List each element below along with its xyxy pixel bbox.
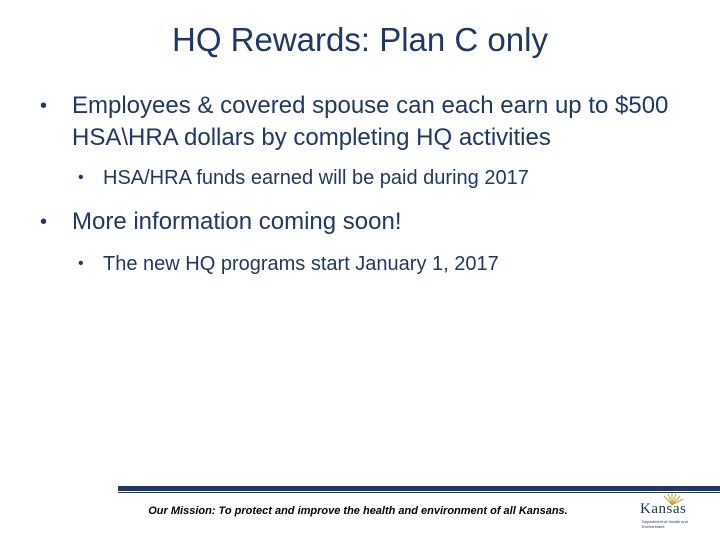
sub-bullet-item	[40, 164, 690, 192]
bullet-icon: •	[40, 211, 48, 233]
bullet-icon: •	[40, 95, 48, 117]
slide-title: HQ Rewards: Plan C only	[172, 21, 548, 58]
bullet-icon: •	[78, 169, 84, 186]
bullet-text: Employees & covered spouse can each earn up to $500 HSA\HRA dollars by completing HQ activities	[72, 92, 669, 151]
bullet-text: More information coming soon!	[72, 208, 402, 235]
bullet-list	[40, 90, 690, 278]
bullet-item	[40, 90, 690, 154]
logo-wordmark: Kansas	[640, 501, 687, 517]
sub-bullet-text: HSA/HRA funds earned will be paid during 2017	[103, 167, 529, 189]
footer-rule-thin	[118, 492, 720, 493]
logo-subtitle: Department of Health and Environment	[642, 519, 688, 529]
sub-bullet-item	[40, 250, 690, 278]
kansas-logo	[640, 495, 690, 527]
sub-bullet-text: The new HQ programs start January 1, 2017	[103, 253, 499, 275]
footer-rule	[118, 486, 720, 491]
footer-mission: Our Mission: To protect and improve the health and environment of all Kansans.	[148, 505, 568, 517]
bullet-item	[40, 206, 690, 238]
bullet-icon: •	[78, 255, 84, 272]
